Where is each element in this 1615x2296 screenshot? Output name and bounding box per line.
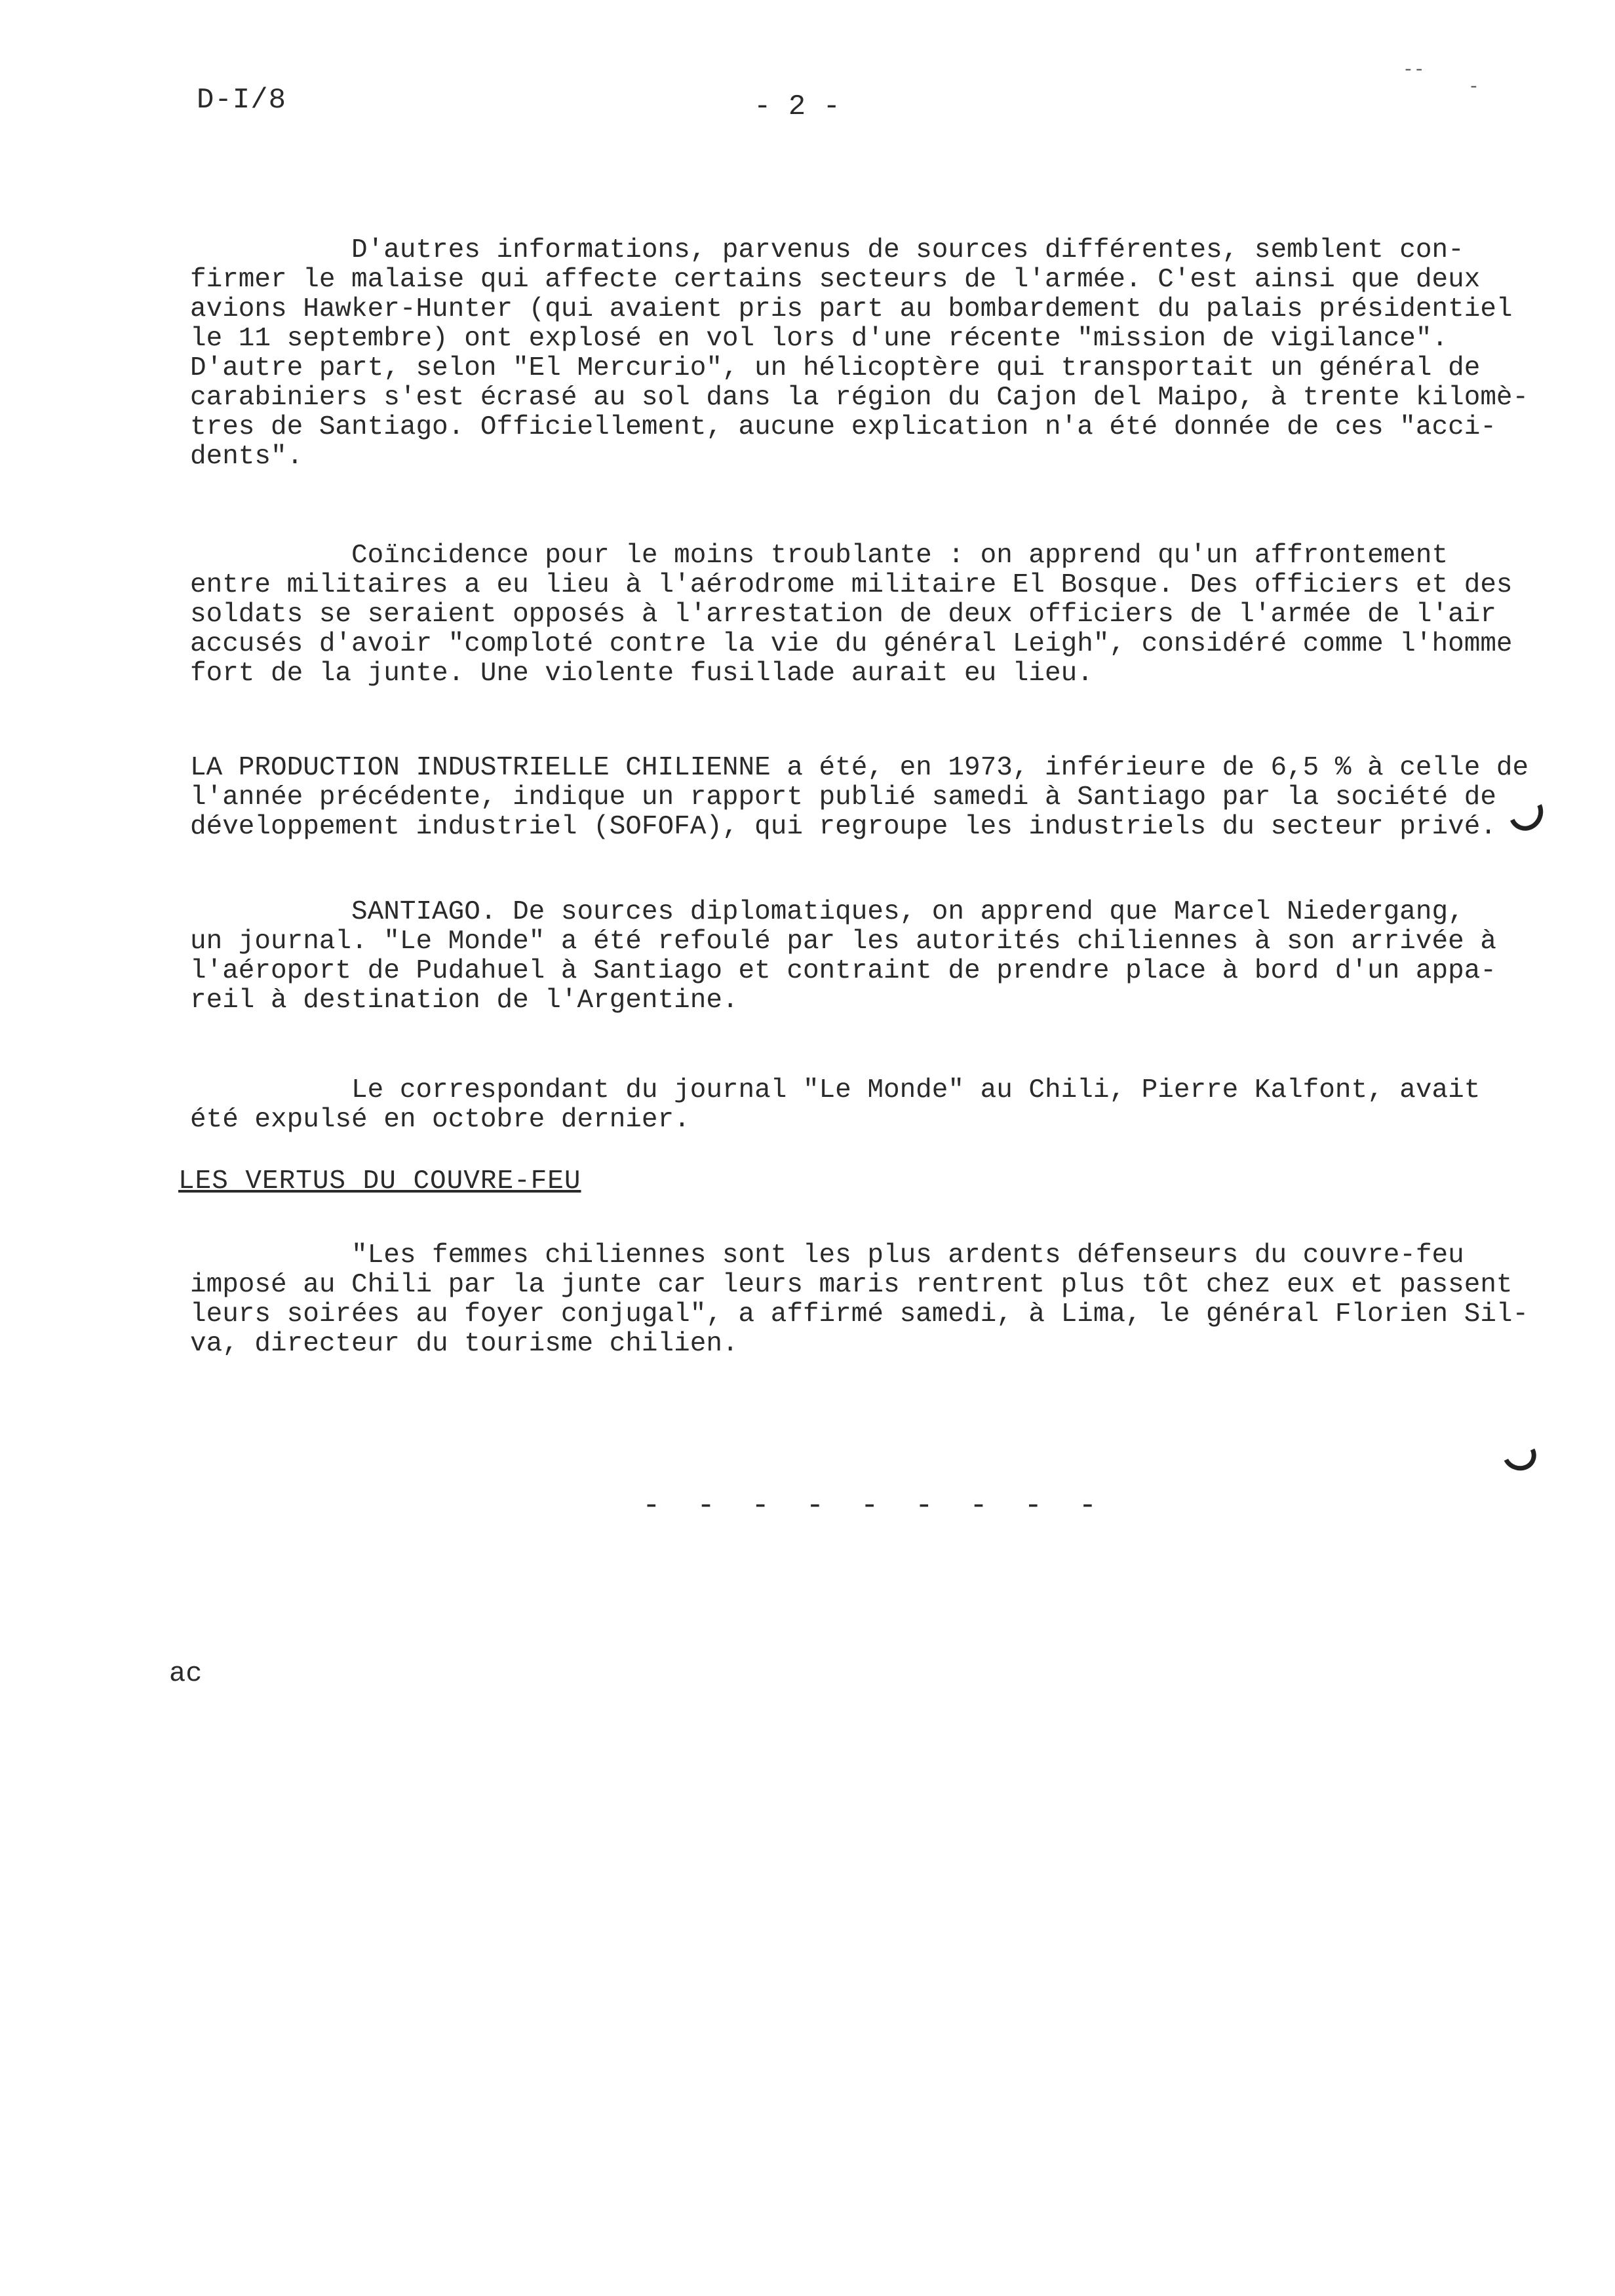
text-line: leurs soirées au foyer conjugal", a affirmé samedi, à Lima, le général Florien Sil- [190,1299,1529,1330]
text-line: le 11 septembre) ont explosé en vol lors d'une récente "mission de vigilance". [190,324,1449,354]
text-line: soldats se seraient opposés à l'arrestation de deux officiers de l'armée de l'air [190,600,1496,630]
separator-line: - - - - - - - - - [642,1489,1106,1523]
text-line: carabiniers s'est écrasé au sol dans la région du Cajon del Maipo, à trente kilomè- [190,383,1529,413]
scan-speck: - [1468,77,1479,98]
text-line: reil à destination de l'Argentine. [190,985,739,1016]
document-reference: D-I/8 [197,84,287,117]
text-line: avions Hawker-Hunter (qui avaient pris part au bombardement du palais présidentiel [190,294,1513,324]
text-line: D'autre part, selon "El Mercurio", un hélicoptère qui transportait un général de [190,353,1481,383]
text-line: va, directeur du tourisme chilien. [190,1329,739,1359]
typist-initials: ac [169,1658,203,1689]
text-line: Coïncidence pour le moins troublante : on apprend qu'un affrontement [190,541,1449,571]
scan-speck: -- [1403,60,1425,81]
text-line: firmer le malaise qui affecte certains secteurs de l'armée. C'est ainsi que deux [190,265,1481,295]
text-line: accusés d'avoir "comploté contre la vie du général Leigh", considéré comme l'homme [190,629,1513,659]
text-line: "Les femmes chiliennes sont les plus ardents défenseurs du couvre-feu [190,1240,1464,1271]
text-line: D'autres informations, parvenus de sources différentes, semblent con- [190,235,1464,265]
text-line: été expulsé en octobre dernier. [190,1105,690,1135]
text-line: dents". [190,442,303,472]
text-line: LA PRODUCTION INDUSTRIELLE CHILIENNE a été, en 1973, inférieure de 6,5 % à celle de [190,753,1529,783]
text-line: l'aéroport de Pudahuel à Santiago et contraint de prendre place à bord d'un appa- [190,956,1496,986]
text-line: développement industriel (SOFOFA), qui regroupe les industriels du secteur privé. [190,812,1496,842]
paragraph-correspondent-expelled [190,1076,1527,1135]
text-line: imposé au Chili par la junte car leurs maris rentrent plus tôt chez eux et passent [190,1270,1513,1300]
paragraph-santiago-journalist [190,898,1527,1016]
pen-mark [1498,1434,1540,1476]
text-line: l'année précédente, indique un rapport publié samedi à Santiago par la société de [190,782,1496,813]
paragraph-el-bosque [190,541,1527,689]
text-line: entre militaires a eu lieu à l'aérodrome militaire El Bosque. Des officiers et des [190,570,1513,600]
text-line: Le correspondant du journal "Le Monde" au Chili, Pierre Kalfont, avait [190,1075,1481,1105]
text-line: un journal. "Le Monde" a été refoulé par les autorités chiliennes à son arrivée à [190,927,1496,957]
text-line: SANTIAGO. De sources diplomatiques, on apprend que Marcel Niedergang, [190,897,1464,927]
paragraph-industrial-production [190,754,1527,842]
section-heading: LES VERTUS DU COUVRE-FEU [178,1166,581,1196]
paragraph-army-malaise [190,236,1527,472]
page-number: - 2 - [754,90,841,123]
text-line: tres de Santiago. Officiellement, aucune explication n'a été donnée de ces "acci- [190,412,1496,442]
paragraph-curfew [190,1241,1527,1359]
text-line: fort de la junte. Une violente fusillade aurait eu lieu. [190,659,1093,689]
